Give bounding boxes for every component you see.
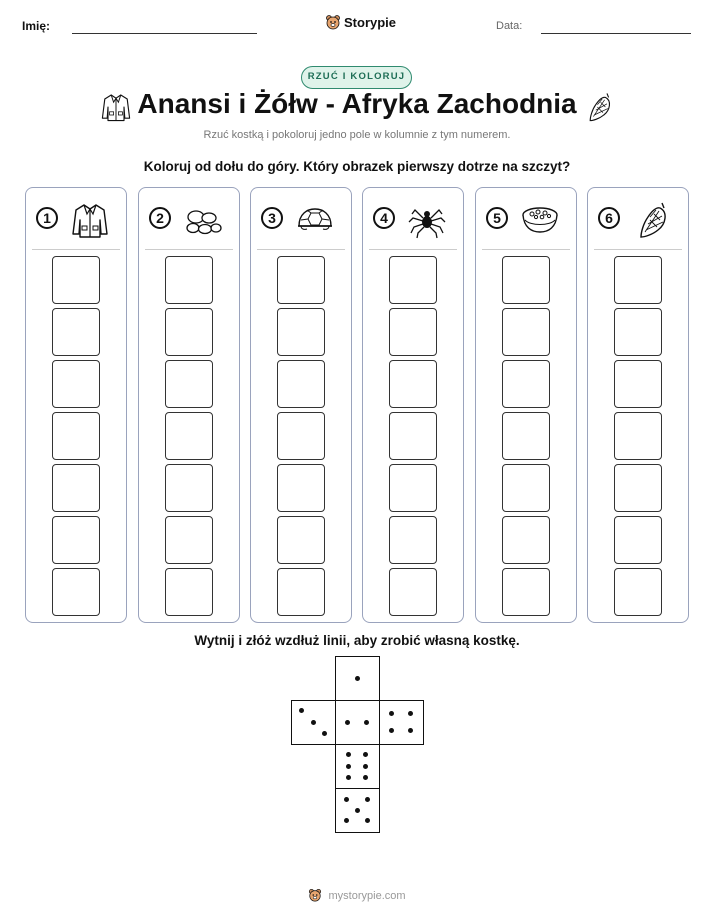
coloring-box[interactable] <box>502 568 550 616</box>
coloring-box[interactable] <box>502 308 550 356</box>
spider-icon <box>407 200 447 240</box>
die-face-1 <box>335 656 380 701</box>
coloring-box[interactable] <box>165 360 213 408</box>
brand-logo <box>325 13 396 31</box>
die-pip <box>408 711 413 716</box>
bear-logo-icon <box>325 14 341 30</box>
column-number: 6 <box>598 207 620 229</box>
coloring-box[interactable] <box>52 360 100 408</box>
coloring-box[interactable] <box>277 568 325 616</box>
coloring-box[interactable] <box>277 308 325 356</box>
coloring-box[interactable] <box>614 256 662 304</box>
coloring-box[interactable] <box>277 464 325 512</box>
page-subtitle: Rzuć kostką i pokoloruj jedno pole w kolumnie z tym numerem. <box>203 129 511 141</box>
soup-bowl-icon <box>520 200 560 240</box>
footer-url: mystorypie.com <box>328 890 406 902</box>
coloring-box[interactable] <box>502 360 550 408</box>
coloring-box[interactable] <box>389 308 437 356</box>
coloring-box[interactable] <box>52 464 100 512</box>
page-title: Anansi i Żółw - Afryka Zachodnia <box>137 88 577 119</box>
coloring-box[interactable] <box>165 568 213 616</box>
coloring-box[interactable] <box>614 516 662 564</box>
coloring-box[interactable] <box>277 360 325 408</box>
column-divider <box>482 249 570 250</box>
die-face-5 <box>335 788 380 833</box>
coloring-box[interactable] <box>502 256 550 304</box>
coloring-box[interactable] <box>52 412 100 460</box>
coloring-box[interactable] <box>614 308 662 356</box>
die-pip <box>346 752 351 757</box>
coloring-box[interactable] <box>165 412 213 460</box>
column-6 <box>587 187 689 623</box>
column-3 <box>250 187 352 623</box>
coloring-box[interactable] <box>165 516 213 564</box>
die-pip <box>311 720 316 725</box>
brand-name: Storypie <box>344 14 397 30</box>
coloring-box[interactable] <box>502 516 550 564</box>
coloring-box[interactable] <box>502 412 550 460</box>
die-pip <box>346 764 351 769</box>
coloring-box[interactable] <box>389 568 437 616</box>
column-divider <box>594 249 682 250</box>
column-2 <box>138 187 240 623</box>
coloring-box[interactable] <box>389 256 437 304</box>
coloring-box[interactable] <box>165 256 213 304</box>
die-pip <box>364 720 369 725</box>
cutout-instruction: Wytnij i złóż wzdłuż linii, aby zrobić własną kostkę. <box>194 633 520 648</box>
die-face-3 <box>291 700 336 745</box>
column-number: 5 <box>486 207 508 229</box>
coloring-box[interactable] <box>389 412 437 460</box>
die-pip <box>389 711 394 716</box>
coloring-box[interactable] <box>52 256 100 304</box>
coloring-box[interactable] <box>614 464 662 512</box>
die-face-6 <box>335 744 380 789</box>
die-pip <box>363 764 368 769</box>
column-divider <box>145 249 233 250</box>
coloring-box[interactable] <box>52 308 100 356</box>
column-5 <box>475 187 577 623</box>
die-pip <box>408 728 413 733</box>
die-pip <box>345 720 350 725</box>
coloring-box[interactable] <box>277 516 325 564</box>
coloring-box[interactable] <box>277 412 325 460</box>
die-pip <box>344 797 349 802</box>
turtle-shell-icon <box>295 200 335 240</box>
column-number: 2 <box>149 207 171 229</box>
die-pip <box>322 731 327 736</box>
die-pip <box>346 775 351 780</box>
coloring-box[interactable] <box>614 412 662 460</box>
bear-logo-icon <box>308 888 322 902</box>
column-4 <box>362 187 464 623</box>
coloring-box[interactable] <box>389 516 437 564</box>
name-line[interactable] <box>72 33 257 34</box>
die-pip <box>389 728 394 733</box>
pinecone-icon <box>583 90 615 124</box>
coloring-box[interactable] <box>52 516 100 564</box>
column-number: 1 <box>36 207 58 229</box>
coloring-box[interactable] <box>502 464 550 512</box>
coloring-box[interactable] <box>277 256 325 304</box>
die-face-2 <box>335 700 380 745</box>
column-divider <box>369 249 457 250</box>
die-pip <box>365 818 370 823</box>
die-face-4 <box>379 700 424 745</box>
coloring-box[interactable] <box>52 568 100 616</box>
die-pip <box>365 797 370 802</box>
coloring-box[interactable] <box>165 308 213 356</box>
die-pip <box>344 818 349 823</box>
coloring-box[interactable] <box>614 360 662 408</box>
column-number: 4 <box>373 207 395 229</box>
coloring-box[interactable] <box>165 464 213 512</box>
die-pip <box>299 708 304 713</box>
die-pip <box>355 808 360 813</box>
stones-icon <box>183 200 223 240</box>
coloring-instruction: Koloruj od dołu do góry. Który obrazek pierwszy dotrze na szczyt? <box>143 159 571 174</box>
jacket-icon <box>70 200 110 240</box>
coloring-box[interactable] <box>614 568 662 616</box>
die-pip <box>363 775 368 780</box>
date-label: Data: <box>496 20 523 32</box>
coloring-box[interactable] <box>389 464 437 512</box>
footer <box>0 888 714 902</box>
die-pip <box>355 676 360 681</box>
name-label: Imię: <box>22 19 51 33</box>
column-divider <box>257 249 345 250</box>
coloring-box[interactable] <box>389 360 437 408</box>
column-1 <box>25 187 127 623</box>
pinecone-icon <box>632 200 672 240</box>
activity-badge: RZUĆ I KOLORUJ <box>301 66 412 89</box>
date-line[interactable] <box>541 33 691 34</box>
column-divider <box>32 249 120 250</box>
column-number: 3 <box>261 207 283 229</box>
die-pip <box>363 752 368 757</box>
